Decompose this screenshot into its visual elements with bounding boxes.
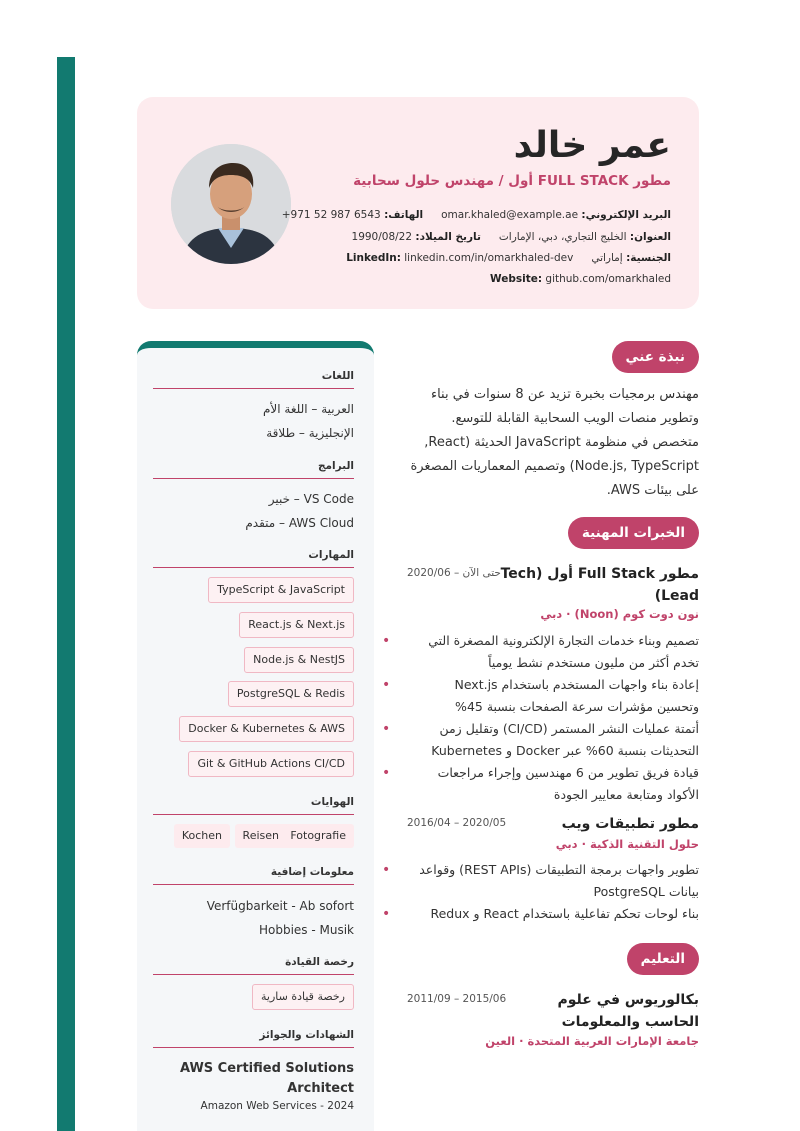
education-section-title: التعليم bbox=[627, 943, 699, 975]
job-organization: حلول التقنية الذكية · دبي bbox=[555, 837, 699, 851]
website-field[interactable]: Website: github.com/omarkhaled bbox=[490, 273, 671, 285]
skill-chip: Docker & Kubernetes & AWS bbox=[179, 716, 354, 742]
job-date: 2016/04 – 2020/05 bbox=[407, 817, 507, 829]
education-institution: جامعة الإمارات العربية المتحدة · العين bbox=[485, 1034, 699, 1048]
job-bullets bbox=[409, 630, 699, 806]
hobby-chip: Kochen bbox=[174, 824, 230, 848]
language-item: الإنجليزية – طلاقة bbox=[266, 426, 354, 440]
certificates-title: الشهادات والجوائز bbox=[153, 1029, 354, 1048]
skill-chip: PostgreSQL & Redis bbox=[228, 681, 354, 707]
address-field: العنوان: الخليج التجاري، دبي، الإمارات bbox=[498, 231, 671, 243]
list-item: • بناء لوحات تحكم تفاعلية باستخدام React و Redux bbox=[409, 903, 699, 925]
extra-info-item: Hobbies - Musik bbox=[258, 923, 354, 937]
skill-chip: Node.js & NestJS bbox=[244, 647, 354, 673]
job-organization: نون دوت كوم (Noon) · دبي bbox=[540, 607, 699, 621]
certificate-name: AWS Certified Solutions Architect bbox=[179, 1061, 354, 1096]
extra-info-item: Verfügbarkeit - Ab sofort bbox=[206, 899, 354, 913]
software-item: VS Code – خبير bbox=[268, 492, 354, 506]
contact-row-4 bbox=[490, 273, 671, 285]
contact-row-2 bbox=[352, 231, 671, 243]
header-card bbox=[137, 97, 699, 309]
certificate-org: Amazon Web Services - 2024 bbox=[200, 1100, 354, 1112]
about-section-title: نبذة عني bbox=[612, 341, 699, 373]
sidebar bbox=[137, 341, 374, 1131]
candidate-role: مطور FULL STACK أول / مهندس حلول سحابية bbox=[353, 173, 671, 189]
email-field: البريد الإلكتروني: omar.khaled@example.ae bbox=[441, 209, 671, 221]
list-item: • قيادة فريق تطوير من 6 مهندسين وإجراء مراجعات الأكواد ومتابعة معايير الجودة bbox=[409, 762, 699, 806]
skills-title: المهارات bbox=[153, 549, 354, 568]
job-bullets bbox=[409, 859, 699, 925]
job-date: 2020/06 – حتى الآن bbox=[407, 567, 501, 579]
hobbies-title: الهوايات bbox=[153, 796, 354, 815]
extra-info-title: معلومات إضافية bbox=[153, 866, 354, 885]
list-item: • تصميم وبناء خدمات التجارة الإلكترونية المصغرة التي تخدم أكثر من مليون مستخدم نشط يومياً bbox=[409, 630, 699, 674]
linkedin-field[interactable]: LinkedIn: linkedin.com/in/omarkhaled-dev bbox=[346, 252, 574, 264]
language-item: العربية – اللغة الأم bbox=[262, 402, 354, 416]
about-paragraph: مهندس برمجيات بخبرة تزيد عن 8 سنوات في بناء وتطوير منصات الويب السحابية القابلة للتوسع. متخصص في منظومة JavaScript الحديثة (React, Node.js, TypeScript) وتصميم المعماريات المصغرة على بيئات AWS. bbox=[410, 387, 699, 498]
phone-field: الهاتف: +971 52 987 6543 bbox=[281, 209, 424, 221]
job-title: مطور تطبيقات ويب bbox=[561, 816, 699, 832]
job-title: مطور Full Stack أول (Tech Lead) bbox=[500, 566, 699, 604]
license-chip: رخصة قيادة سارية bbox=[252, 984, 354, 1010]
contact-row-3 bbox=[346, 252, 671, 264]
birthdate-field: تاريخ الميلاد: 1990/08/22 bbox=[351, 231, 481, 243]
degree-title: بكالوريوس في علوم الحاسب والمعلومات bbox=[557, 992, 699, 1030]
profile-photo bbox=[171, 144, 291, 264]
contact-row-1 bbox=[282, 209, 671, 221]
skill-chip: React.js & Next.js bbox=[239, 612, 354, 638]
list-item: • إعادة بناء واجهات المستخدم باستخدام Next.js وتحسين مؤشرات سرعة الصفحات بنسبة 45% bbox=[409, 674, 699, 718]
license-title: رخصة القيادة bbox=[153, 956, 354, 975]
education-date: 2011/09 – 2015/06 bbox=[407, 993, 507, 1005]
nationality-field: الجنسية: إماراتي bbox=[591, 252, 671, 264]
hobby-chip: Reisen bbox=[235, 824, 287, 848]
hobby-chip: Fotografie bbox=[282, 824, 354, 848]
software-title: البرامج bbox=[153, 460, 354, 479]
experience-section-title: الخبرات المهنية bbox=[568, 517, 699, 549]
list-item: • تطوير واجهات برمجة التطبيقات (REST APIs) وقواعد بيانات PostgreSQL bbox=[409, 859, 699, 903]
accent-bar bbox=[57, 57, 75, 1131]
software-item: AWS Cloud – متقدم bbox=[245, 516, 354, 530]
skill-chip: TypeScript & JavaScript bbox=[208, 577, 354, 603]
languages-title: اللغات bbox=[153, 370, 354, 389]
skill-chip: Git & GitHub Actions CI/CD bbox=[188, 751, 354, 777]
list-item: • أتمتة عمليات النشر المستمر (CI/CD) وتقليل زمن التحديثات بنسبة 60% عبر Docker و Kubernetes bbox=[409, 718, 699, 762]
candidate-name: عمر خالد bbox=[513, 125, 671, 166]
